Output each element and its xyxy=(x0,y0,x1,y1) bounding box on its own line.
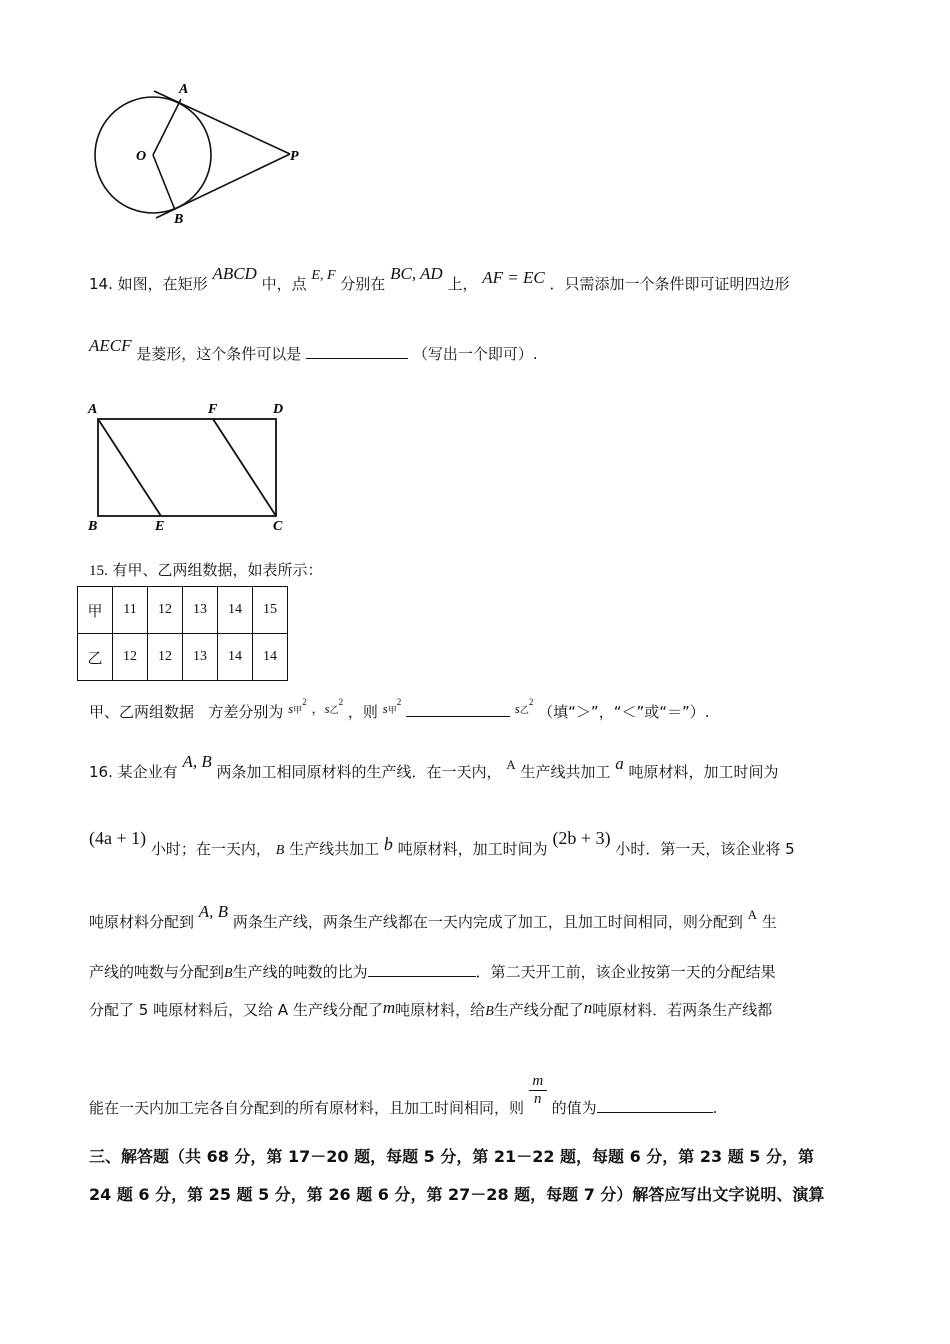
q14-text7: （写出一个即可）. xyxy=(412,345,538,363)
q16-text2: 两条加工相同原材料的生产线．在一天内， xyxy=(216,763,502,781)
circle-tangent-figure xyxy=(80,75,310,235)
table-cell: 13 xyxy=(183,587,218,634)
label-c: C xyxy=(273,519,283,534)
q14-number: 14. xyxy=(89,275,113,293)
fraction-m-over-n xyxy=(529,1073,547,1121)
q16-text18: 吨原材料．若两条生产线都 xyxy=(592,1001,773,1019)
q14-sides: BC, AD xyxy=(390,264,443,283)
table-cell: 14 xyxy=(253,634,288,681)
segment-ob xyxy=(153,155,175,210)
q16-text1: 某企业有 xyxy=(117,763,178,781)
q14-text5: ．只需添加一个条件即可证明四边形 xyxy=(549,275,790,293)
q14-line1 xyxy=(89,264,790,296)
label-d: D xyxy=(273,402,284,417)
q16-text6: 生产线共加工 xyxy=(289,840,380,858)
label-b: B xyxy=(88,519,98,534)
q16-text11: 生 xyxy=(761,913,777,931)
q16-line5 xyxy=(89,1000,772,1022)
label-e: E xyxy=(155,519,165,534)
q14-equation: AF = EC xyxy=(482,268,545,287)
table-row xyxy=(78,634,288,681)
variance-yi-2: s乙$^2$ xyxy=(514,697,534,716)
label-a: A xyxy=(179,82,189,97)
q16-text5: 小时；在一天内， xyxy=(150,840,271,858)
q16-text13: 生产线的吨数的比为 xyxy=(232,963,368,981)
q14-text2: 中，点 xyxy=(261,275,307,293)
label-p: P xyxy=(290,149,299,164)
label-o: O xyxy=(136,149,147,164)
q15-answer-blank[interactable] xyxy=(406,702,510,717)
row-header-yi: 乙 xyxy=(78,634,113,681)
segment-ae xyxy=(98,419,161,516)
q15-text4: （填“＞”，“＜”或“＝”）. xyxy=(538,703,710,721)
table-cell: 11 xyxy=(113,587,148,634)
table-cell: 12 xyxy=(113,634,148,681)
q16-line4 xyxy=(89,962,776,984)
q16-var-n: n xyxy=(583,998,593,1017)
label-a: A xyxy=(88,402,98,417)
rectangle-figure xyxy=(84,398,299,534)
q16-text20: 的值为 xyxy=(551,1099,597,1117)
q15-question-line xyxy=(89,697,710,724)
q16-number: 16. xyxy=(89,763,113,781)
q14-text3: 分别在 xyxy=(340,275,386,293)
q15-number: 15. xyxy=(89,563,108,579)
section3-line1: 三、解答题（共 68 分，第 17－20 题，每题 5 分，第 21－22 题，每题 6 分，第 23 题 5 分，第 xyxy=(89,1147,814,1166)
fraction-numerator: m xyxy=(529,1072,547,1091)
segment-fc xyxy=(213,419,276,516)
q16-var-a: a xyxy=(615,754,624,773)
q16-ab-2: A, B xyxy=(198,902,229,921)
variance-yi: ，s乙$^2$ xyxy=(311,697,344,716)
q14-text6: 是菱形，这个条件可以是 xyxy=(136,345,302,363)
q16-text21: . xyxy=(712,1099,718,1117)
q14-quad-name: AECF xyxy=(89,336,132,355)
q16-text15: 分配了 5 吨原材料后，又给 A 生产线分配了 xyxy=(89,1001,383,1019)
q16-var-m: m xyxy=(382,998,396,1017)
q15-intro-text: 有甲、乙两组数据，如表所示： xyxy=(112,561,323,579)
q15-intro xyxy=(89,560,323,581)
q16-text9: 吨原材料分配到 xyxy=(89,913,195,931)
table-cell: 12 xyxy=(148,634,183,681)
q16-text7: 吨原材料，加工时间为 xyxy=(397,840,548,858)
tangent-pa xyxy=(154,91,290,154)
q16-line1 xyxy=(89,752,779,783)
q16-text16: 吨原材料，给 xyxy=(395,1001,486,1019)
table-row xyxy=(78,587,288,634)
q16-b-line-2: B xyxy=(224,966,233,981)
table-cell: 14 xyxy=(218,587,253,634)
q16-line3 xyxy=(89,902,777,933)
segment-oa xyxy=(153,99,181,155)
q15-text2: 方差分别为 xyxy=(208,703,284,721)
q16-b-line-3: B xyxy=(485,1004,494,1019)
q16-ratio-blank[interactable] xyxy=(368,962,476,977)
q16-a-line: A xyxy=(506,757,516,772)
q16-var-b: b xyxy=(383,834,393,854)
q15-text3: ，则 xyxy=(347,703,378,721)
fraction-denominator: n xyxy=(534,1091,542,1107)
rectangle-abcd xyxy=(98,419,276,516)
label-f: F xyxy=(208,402,218,417)
q16-text17: 生产线分配了 xyxy=(493,1001,584,1019)
q14-points: E, F xyxy=(311,268,336,283)
q15-text1: 甲、乙两组数据 xyxy=(89,703,195,721)
section3-line2: 24 题 6 分，第 25 题 5 分，第 26 题 6 分，第 27－28 题，每题 7 分）解答应写出文字说明、演算 xyxy=(89,1185,825,1204)
q16-text8: 小时．第一天，该企业将 5 xyxy=(615,840,795,858)
tangent-pb xyxy=(156,154,290,218)
q16-line6 xyxy=(89,1073,718,1123)
table-cell: 12 xyxy=(148,587,183,634)
table-cell: 13 xyxy=(183,634,218,681)
variance-jia-2: s甲$^2$ xyxy=(382,697,402,716)
q16-text4: 吨原材料，加工时间为 xyxy=(628,763,779,781)
table-cell: 15 xyxy=(253,587,288,634)
q15-data-table xyxy=(77,586,288,681)
q16-line2 xyxy=(89,828,795,861)
q16-text19: 能在一天内加工完各自分配到的所有原材料，且加工时间相同，则 xyxy=(89,1099,525,1117)
q14-rect-name: ABCD xyxy=(212,264,257,283)
q14-text1: 如图，在矩形 xyxy=(117,275,208,293)
q16-text3: 生产线共加工 xyxy=(520,763,611,781)
label-b: B xyxy=(174,212,184,227)
q16-text14: ．第二天开工前，该企业按第一天的分配结果 xyxy=(475,963,776,981)
row-header-jia: 甲 xyxy=(78,587,113,634)
q16-a-line-2: A xyxy=(747,907,758,922)
q16-text12: 产线的吨数与分配到 xyxy=(89,963,225,981)
q14-line2 xyxy=(89,336,538,364)
q16-ab: A, B xyxy=(182,752,212,771)
q16-b-line: B xyxy=(275,843,285,858)
q14-answer-blank[interactable] xyxy=(306,344,408,359)
q14-text4: 上， xyxy=(447,275,478,293)
table-cell: 14 xyxy=(218,634,253,681)
q16-expr1: (4a + 1) xyxy=(89,828,147,848)
q16-expr2: (2b + 3) xyxy=(552,828,611,848)
variance-jia: s甲$^2$ xyxy=(288,697,307,716)
q16-value-blank[interactable] xyxy=(597,1098,713,1113)
q16-text10: 两条生产线，两条生产线都在一天内完成了加工，且加工时间相同，则分配到 xyxy=(232,913,743,931)
